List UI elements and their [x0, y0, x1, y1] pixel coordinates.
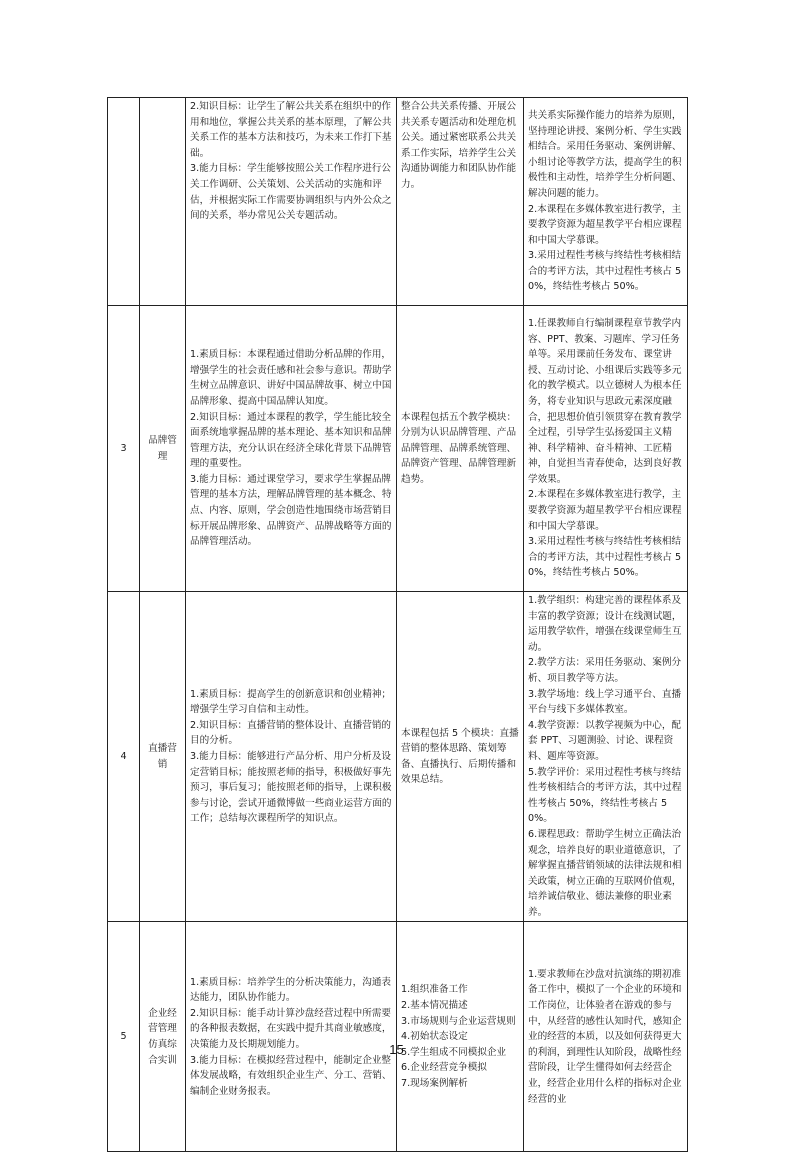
requirement-item: 3.教学场地：线上学习通平台、直播平台与线下多媒体教室。 [528, 688, 682, 716]
table-row [108, 922, 688, 1152]
row-number: 4 [108, 592, 140, 922]
table-row [108, 306, 688, 592]
objective-item: 2.知识目标：直播营销的整体设计、直播营销的目的分析。 [190, 719, 392, 747]
teaching-requirements [524, 922, 688, 1152]
row-number: 5 [108, 922, 140, 1152]
course-objectives [186, 592, 397, 922]
course-objectives [186, 922, 397, 1152]
page-number: 15 [389, 1042, 404, 1057]
objective-item: 2.知识目标：通过本课程的教学，学生能比较全面系统地掌握品牌的基本理论、基本知识和品牌管理方法，充分认识在经济全球化背景下品牌管理的重要性。 [190, 411, 392, 470]
content-item: 5.学生组成不同模拟企业 [401, 1046, 507, 1058]
content-item: 7.现场案例解析 [401, 1077, 468, 1089]
requirement-item: 2.本课程在多媒体教室进行教学，主要教学资源为超星教学平台相应课程和中国大学慕课。 [528, 203, 682, 246]
requirement-item: 6.课程思政：帮助学生树立正确法治观念，培养良好的职业道德意识，了解掌握直播营销领域的法律法规和相关政策，树立正确的互联网价值观，培养诚信敬业、德法兼修的职业素养。 [528, 828, 682, 918]
row-number [108, 98, 140, 306]
course-name [140, 98, 186, 306]
requirement-item: 5.教学评价：采用过程性考核与终结性考核相结合的考评方法，其中过程性考核占 50%，终结性考核占 50%。 [528, 766, 682, 825]
course-objectives [186, 98, 397, 306]
course-name: 直播营销 [140, 592, 186, 922]
objective-item: 1.素质目标：培养学生的分析决策能力，沟通表达能力，团队协作能力。 [190, 976, 392, 1004]
content-item: 3.市场规则与企业运营规则 [401, 1015, 516, 1027]
requirement-item: 3.采用过程性考核与终结性考核相结合的考评方法，其中过程性考核占 50%，终结性考核占 50%。 [528, 250, 682, 293]
teaching-requirements [524, 98, 688, 306]
teaching-requirements [524, 306, 688, 592]
content-item: 1.组织准备工作 [401, 984, 468, 996]
objective-item: 1.素质目标：提高学生的创新意识和创业精神；增强学生学习自信和主动性。 [190, 688, 392, 716]
content-item: 4.初始状态设定 [401, 1031, 468, 1043]
row-number: 3 [108, 306, 140, 592]
requirement-item: 1.任课教师自行编制课程章节教学内容、PPT、教案、习题库、学习任务单等。采用课前任务发布、课堂讲授、互动讨论、小组课后实践等多元化的教学模式。以立德树人为根本任务，将专业知识与思政元素深度融合，把思想价值引领贯穿在教育教学全过程，引导学生弘扬爱国主义精神、科学精神、奋斗精神、工匠精神，自觉担当青春使命，达到良好教学效果。 [528, 317, 682, 485]
course-content [397, 306, 524, 592]
content-item: 本课程包括五个教学模块：分别为认识品牌管理、产品品牌管理、品牌系统管理、品牌资产管理、品牌管理新趋势。 [401, 411, 517, 485]
course-name: 企业经营管理仿真综合实训 [140, 922, 186, 1152]
objective-item: 2.知识目标：能手动计算沙盘经营过程中所需要的各种报表数据，在实践中提升其商业敏感度，决策能力及长期规划能力。 [190, 1007, 392, 1050]
objective-item: 3.能力目标：学生能够按照公关工作程序进行公关工作调研、公关策划、公关活动的实施和评估，并根据实际工作需要协调组织与内外公众之间的关系，举办常见公关专题活动。 [190, 163, 392, 222]
objective-item: 3.能力目标：能够进行产品分析、用户分析及设定营销目标；能按照老师的指导，积极做好事先预习，事后复习；能按照老师的指导，上课积极参与讨论，尝试开通微博做一些商业运营方面的工作；总结每次课程所学的知识点。 [190, 750, 392, 825]
content-item: 整合公共关系传播、开展公共关系专题活动和处理危机公关。通过紧密联系公共关系工作实际，培养学生公关沟通协调能力和团队协作能力。 [401, 101, 517, 190]
course-content [397, 922, 524, 1152]
objective-item: 1.素质目标：本课程通过借助分析品牌的作用，增强学生的社会责任感和社会参与意识。帮助学生树立品牌意识、讲好中国品牌故事、树立中国品牌形象、提高中国品牌认知度。 [190, 349, 392, 407]
requirement-item: 2.本课程在多媒体教室进行教学，主要教学资源为超星教学平台相应课程和中国大学慕课。 [528, 489, 682, 532]
objective-item: 2.知识目标：让学生了解公共关系在组织中的作用和地位，掌握公共关系的基本原理，了解公共关系工作的基本方法和技巧，为未来工作打下基础。 [190, 101, 392, 159]
table-row [108, 592, 688, 922]
course-objectives [186, 306, 397, 592]
course-table [107, 97, 688, 1152]
objective-item: 3.能力目标：通过课堂学习，要求学生掌握品牌管理的基本方法，理解品牌管理的基本概念、特点、内容、原则，学会创造性地围绕市场营销目标开展品牌形象、品牌资产、品牌战略等方面的品牌管理活动。 [190, 473, 392, 548]
requirement-item: 1.教学组织：构建完善的课程体系及丰富的教学资源；设计在线测试题，运用教学软件，增强在线课堂师生互动。 [528, 595, 682, 653]
objective-item: 3.能力目标：在模拟经营过程中，能制定企业整体发展战略，有效组织企业生产、分工、营销、编制企业财务报表。 [190, 1054, 392, 1097]
requirement-item: 2.教学方法：采用任务驱动、案例分析、项目教学等方法。 [528, 657, 682, 684]
requirement-item: 3.采用过程性考核与终结性考核相结合的考评方法，其中过程性考核占 50%，终结性考核占 50%。 [528, 536, 682, 579]
teaching-requirements [524, 592, 688, 922]
course-content [397, 98, 524, 306]
content-item: 本课程包括 5 个模块：直播营销的整体思路、策划筹备、直播执行、后期传播和效果总结。 [401, 727, 519, 786]
requirement-item: 4.教学资源：以教学视频为中心，配套 PPT、习题测验、讨论、课程资料、题库等资源。 [528, 719, 682, 762]
requirement-item: 1.要求教师在沙盘对抗演练的期初准备工作中，模拟了一个企业的环境和工作岗位，让体验者在游戏的参与中，从经营的感性认知时代，感知企业的经营的本质，以及如何获得更大的利润，到理性认知阶段，战略性经营阶段，让学生懂得如何去经营企业，经营企业用什么样的指标对企业经营的业 [528, 968, 682, 1105]
course-content [397, 592, 524, 922]
course-name: 品牌管理 [140, 306, 186, 592]
requirement-item: 共关系实际操作能力的培养为原则，坚持理论讲授、案例分析、学生实践相结合。采用任务驱动、案例讲解、小组讨论等教学方法，提高学生的积极性和主动性，培养学生分析问题、解决问题的能力。 [528, 109, 682, 199]
content-item: 6.企业经营竞争模拟 [401, 1062, 487, 1074]
content-item: 2.基本情况描述 [401, 999, 468, 1011]
table-row [108, 98, 688, 306]
